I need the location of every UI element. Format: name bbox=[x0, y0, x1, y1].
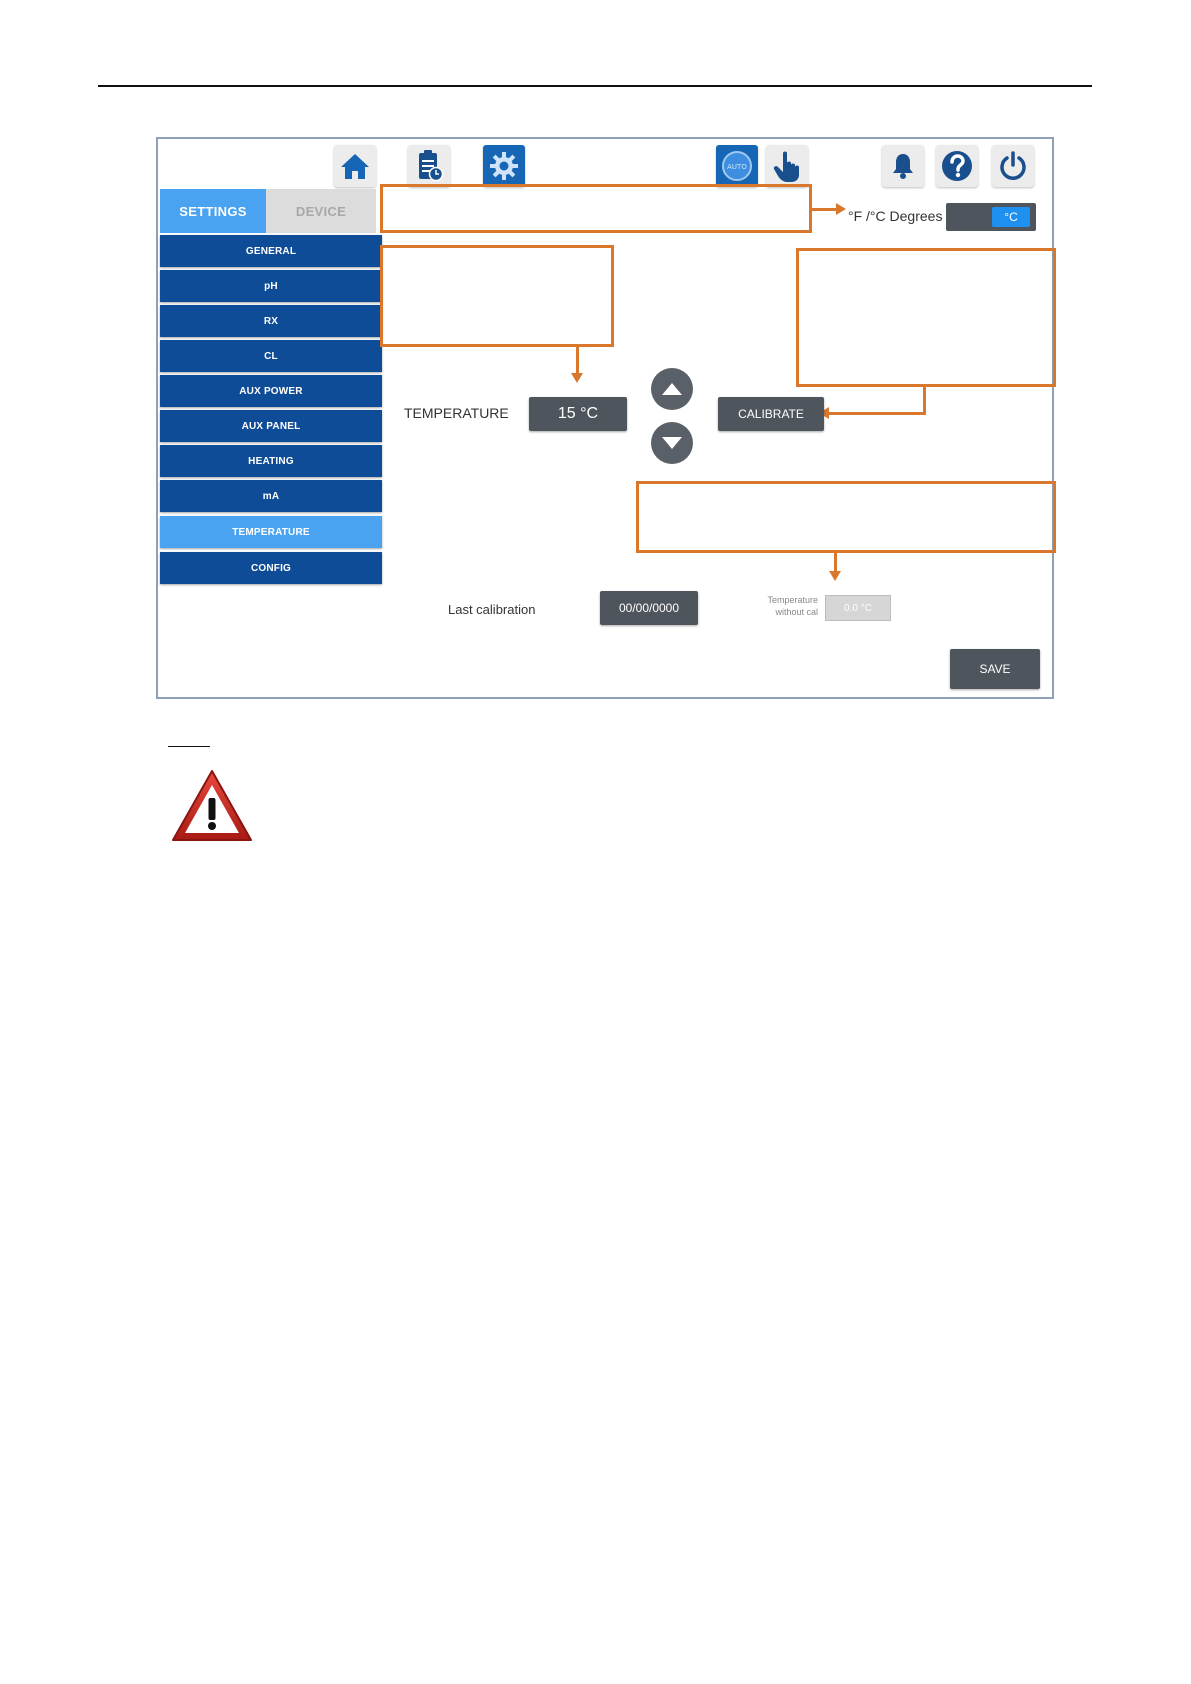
hand-pointer-icon[interactable] bbox=[766, 145, 808, 187]
triangle-up-icon bbox=[660, 381, 684, 397]
callout-calibrate bbox=[796, 248, 1056, 387]
last-calibration-value: 00/00/0000 bbox=[600, 591, 698, 625]
last-calibration-label: Last calibration bbox=[448, 602, 536, 617]
device-screen bbox=[156, 137, 1054, 699]
callout-calibrate-line-h bbox=[828, 412, 926, 415]
callout-temperature-arrow bbox=[571, 373, 583, 383]
degrees-label: °F /°C Degrees bbox=[848, 208, 943, 224]
temperature-label: TEMPERATURE bbox=[404, 405, 509, 421]
menu-item-heating[interactable]: HEATING bbox=[160, 445, 382, 477]
warning-icon bbox=[170, 768, 254, 849]
tab-settings[interactable]: SETTINGS bbox=[160, 189, 266, 233]
tab-device[interactable]: DEVICE bbox=[266, 189, 376, 233]
temperature-without-cal-label bbox=[758, 594, 818, 618]
callout-degrees bbox=[380, 184, 812, 233]
clipboard-clock-icon[interactable] bbox=[408, 145, 450, 187]
callout-without-cal bbox=[636, 481, 1056, 553]
menu-item-aux-panel[interactable]: AUX PANEL bbox=[160, 410, 382, 442]
menu-item-ph[interactable]: pH bbox=[160, 270, 382, 302]
menu-item-aux-power[interactable]: AUX POWER bbox=[160, 375, 382, 407]
callout-temperature-line bbox=[576, 347, 579, 375]
save-button[interactable]: SAVE bbox=[950, 649, 1040, 689]
callout-temperature bbox=[380, 245, 614, 347]
triangle-down-icon bbox=[660, 435, 684, 451]
callout-degrees-line bbox=[812, 208, 838, 211]
degrees-toggle-value: °C bbox=[992, 207, 1030, 227]
home-icon[interactable] bbox=[334, 145, 376, 187]
menu-item-rx[interactable]: RX bbox=[160, 305, 382, 337]
temperature-value: 15 °C bbox=[529, 397, 627, 431]
menu-item-temperature[interactable]: TEMPERATURE bbox=[160, 516, 382, 548]
increase-button[interactable] bbox=[651, 368, 693, 410]
calibrate-button[interactable]: CALIBRATE bbox=[718, 397, 824, 431]
page-header-rule bbox=[98, 85, 1092, 87]
temperature-without-cal-value: 0.0 °C bbox=[825, 595, 891, 621]
note-underline bbox=[168, 730, 210, 747]
temperature-without-cal-label-line1: Temperature bbox=[767, 595, 818, 605]
callout-degrees-arrow bbox=[836, 203, 846, 215]
auto-mode-label: AUTO bbox=[727, 163, 747, 171]
power-icon[interactable] bbox=[992, 145, 1034, 187]
auto-mode-icon[interactable] bbox=[716, 145, 758, 187]
bell-icon[interactable] bbox=[882, 145, 924, 187]
menu-item-cl[interactable]: CL bbox=[160, 340, 382, 372]
menu-item-config[interactable]: CONFIG bbox=[160, 552, 382, 584]
callout-without-cal-arrow bbox=[829, 571, 841, 581]
decrease-button[interactable] bbox=[651, 422, 693, 464]
gear-icon[interactable] bbox=[483, 145, 525, 187]
callout-calibrate-line-v bbox=[923, 387, 926, 415]
menu-item-general[interactable]: GENERAL bbox=[160, 235, 382, 267]
callout-without-cal-line bbox=[834, 553, 837, 573]
menu-item-ma[interactable]: mA bbox=[160, 480, 382, 512]
degrees-toggle[interactable] bbox=[946, 203, 1036, 231]
temperature-without-cal-label-line2: without cal bbox=[775, 607, 818, 617]
help-icon[interactable] bbox=[936, 145, 978, 187]
